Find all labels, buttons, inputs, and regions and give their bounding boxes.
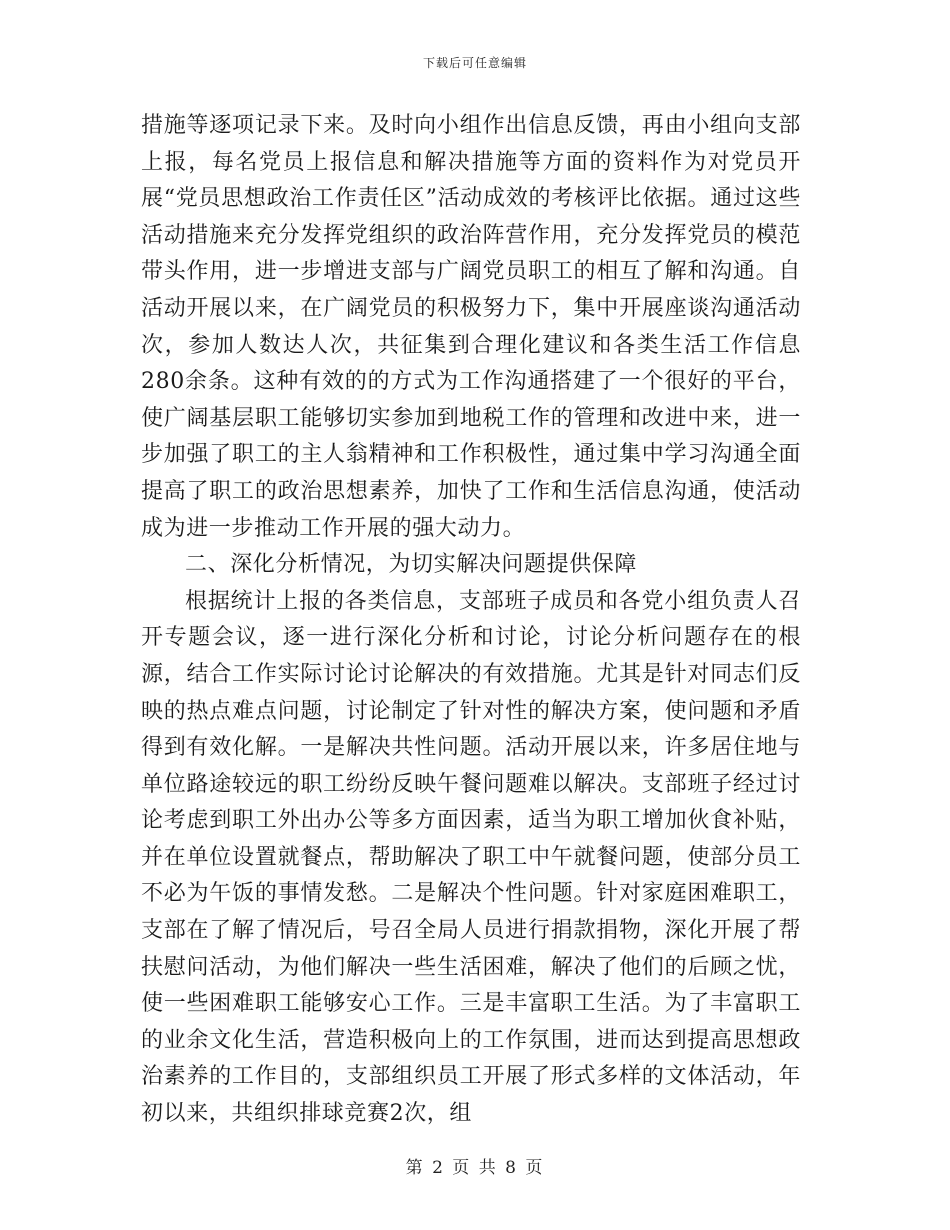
- page-number-footer: 第 2 页 共 8 页: [405, 1158, 545, 1178]
- paragraph-1: 措施等逐项记录下来。及时向小组作出信息反馈，再由小组向支部上报，每名党员上报信息和解决措施等方面的资料作为对党员开展“党员思想政治工作责任区”活动成效的考核评比依据。通过这些活动措施来充分发挥党组织的政治阵营作用，充分发挥党员的模范带头作用，进一步增进支部与广阔党员职工的相互了解和沟通。自活动开展以来，在广阔党员的积极努力下，集中开展座谈沟通活动次，参加人数达人次，共征集到合理化建议和各类生活工作信息280余条。这种有效的的方式为工作沟通搭建了一个很好的平台，使广阔基层职工能够切实参加到地税工作的管理和改进中来，进一步加强了职工的主人翁精神和工作积极性，通过集中学习沟通全面提高了职工的政治思想素养，加快了工作和生活信息沟通，使活动成为进一步推动工作开展的强大动力。: [141, 113, 801, 541]
- document-body: [141, 108, 801, 1133]
- section-heading-2: 二、深化分析情况，为切实解决问题提供保障: [185, 552, 638, 578]
- paragraph-2: 根据统计上报的各类信息，支部班子成员和各党小组负责人召开专题会议，逐一进行深化分析和讨论，讨论分析问题存在的根源，结合工作实际讨论讨论解决的有效措施。尤其是针对同志们反映的热点难点问题，讨论制定了针对性的解决方案，使问题和矛盾得到有效化解。一是解决共性问题。活动开展以来，许多居住地与单位路途较远的职工纷纷反映午餐问题难以解决。支部班子经过讨论考虑到职工外出办公等多方面因素，适当为职工增加伙食补贴，并在单位设置就餐点，帮助解决了职工中午就餐问题，使部分员工不必为午饭的事情发愁。二是解决个性问题。针对家庭困难职工，支部在了解了情况后，号召全局人员进行捐款捐物，深化开展了帮扶慰问活动，为他们解决一些生活困难，解决了他们的后顾之忧，使一些困难职工能够安心工作。三是丰富职工生活。为了丰富职工的业余文化生活，营造积极向上的工作氛围，进而达到提高思想政治素养的工作目的，支部组织员工开展了形式多样的文体活动，年初以来，共组织排球竞赛2次，组: [141, 588, 801, 1127]
- page-header: 下载后可任意编辑: [422, 56, 527, 70]
